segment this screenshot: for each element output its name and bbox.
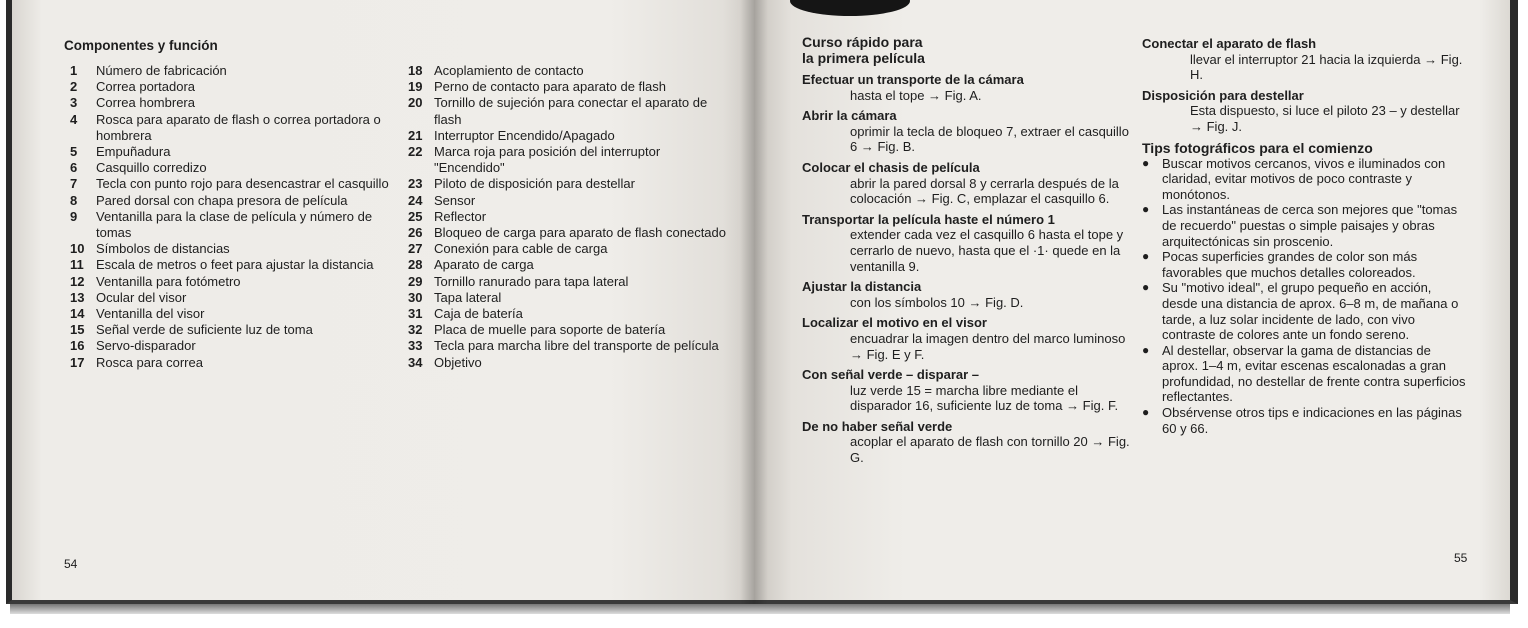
step-body: acoplar el aparato de flash con tornillo 20 → Fig. G.	[850, 434, 1130, 466]
list-item	[408, 193, 734, 209]
tip-text: Su "motivo ideal", el grupo pequeño en acción, desde una distancia de aprox. 6–8 m, de mañana o tarde, a luz solar incidente de lado, con vivo contraste de colores ante un fondo sereno.	[1162, 280, 1459, 343]
bullet-icon: ●	[1142, 155, 1150, 170]
list-item	[408, 306, 734, 322]
book-spine	[740, 0, 768, 604]
item-number: 9	[70, 208, 78, 224]
item-text: Tecla para marcha libre del transporte de película	[434, 338, 719, 354]
item-number: 21	[408, 127, 423, 143]
item-text: Ventanilla para fotómetro	[96, 273, 241, 289]
bullet-icon: ●	[1142, 405, 1150, 420]
list-item	[64, 290, 394, 306]
item-number: 2	[70, 79, 78, 95]
step-heading: Efectuar un transporte de la cámara	[802, 72, 1024, 87]
tip-text: Al destellar, observar la gama de distancias de aprox. 1–4 m, evitar escenas escalonadas a gran profundidad, no destellar de frente contra superficios reflectantes.	[1162, 342, 1466, 405]
page-number-right: 55	[1454, 551, 1468, 565]
page-number-left: 54	[64, 557, 78, 571]
tip-text: Buscar motivos cercanos, vivos e iluminados con claridad, evitar motivos de poco contraste y monótonos.	[1162, 155, 1446, 202]
step-heading: Abrir la cámara	[802, 108, 897, 124]
item-number: 15	[70, 322, 85, 338]
tip-text: Pocas superficies grandes de color son más favorables que muchos detalles coloreados.	[1162, 249, 1418, 280]
item-number: 33	[408, 338, 423, 354]
tip-item	[1142, 280, 1470, 342]
item-text: Ocular del visor	[96, 289, 187, 305]
steps-list	[802, 72, 1132, 466]
item-text: Bloqueo de carga para aparato de flash conectado	[434, 225, 726, 241]
item-number: 17	[70, 354, 85, 370]
list-item	[408, 79, 734, 95]
list-item	[64, 241, 394, 257]
item-number: 12	[70, 273, 85, 289]
item-number: 14	[70, 306, 85, 322]
item-text: Marca roja para posición del interruptor "Encendido"	[434, 144, 661, 176]
tip-item	[1142, 156, 1470, 203]
list-item	[408, 338, 734, 354]
list-item	[64, 338, 394, 354]
item-text: Placa de muelle para soporte de batería	[434, 322, 666, 338]
step-body: oprimir la tecla de bloqueo 7, extraer el casquillo 6 → Fig. B.	[850, 123, 1129, 155]
item-number: 20	[408, 95, 423, 111]
item-number: 5	[70, 144, 78, 160]
step-body: luz verde 15 = marcha libre mediante el disparador 16, suficiente luz de toma → Fig. F.	[850, 382, 1119, 414]
item-text: Objetivo	[434, 354, 482, 370]
item-number: 6	[70, 160, 78, 176]
components-list-1	[64, 63, 394, 371]
item-text: Aparato de carga	[434, 257, 534, 273]
step-body: llevar el interruptor 21 hacia la izquierda → Fig. H.	[1190, 51, 1463, 83]
item-number: 8	[70, 192, 78, 208]
flash-steps-list	[1142, 36, 1470, 135]
list-item	[64, 95, 394, 111]
list-item	[64, 193, 394, 209]
item-text: Ventanilla para la clase de película y número de tomas	[96, 208, 373, 241]
item-text: Tapa lateral	[434, 289, 502, 305]
item-number: 22	[408, 144, 423, 160]
tips-list	[1142, 156, 1470, 437]
item-text: Símbolos de distancias	[96, 241, 230, 257]
components-title: Componentes y función	[64, 38, 218, 53]
bullet-icon: ●	[1142, 280, 1150, 295]
step-heading: Localizar el motivo en el visor	[802, 315, 987, 331]
list-item	[408, 128, 734, 144]
item-text: Pared dorsal con chapa presora de película	[96, 192, 348, 208]
instruction-step	[1142, 36, 1470, 83]
list-item	[408, 225, 734, 241]
tip-text: Las instantáneas de cerca son mejores que "tomas de recuerdo" puestas o simple paisajes y obras arquitectónicas sin proscenio.	[1162, 202, 1458, 249]
item-number: 4	[70, 111, 78, 127]
item-number: 25	[408, 208, 423, 224]
item-number: 18	[408, 63, 423, 78]
instruction-step	[802, 419, 1132, 466]
step-heading: Colocar el chasis de película	[802, 159, 980, 175]
instruction-step	[802, 160, 1132, 207]
list-item	[64, 355, 394, 371]
instruction-step	[802, 212, 1132, 274]
list-item	[64, 144, 394, 160]
bullet-icon: ●	[1142, 342, 1150, 357]
item-number: 7	[70, 176, 78, 192]
item-number: 24	[408, 192, 423, 208]
item-text: Casquillo corredizo	[96, 160, 207, 176]
list-item	[64, 209, 394, 241]
instruction-step	[802, 367, 1132, 414]
item-number: 13	[70, 289, 85, 305]
item-number: 11	[70, 257, 84, 273]
item-number: 16	[70, 338, 85, 354]
list-item	[408, 144, 734, 176]
item-number: 1	[70, 63, 78, 78]
list-item	[64, 160, 394, 176]
list-item	[64, 274, 394, 290]
item-number: 19	[408, 79, 423, 95]
instruction-step	[1142, 88, 1470, 135]
item-text: Reflector	[434, 208, 487, 224]
item-number: 26	[408, 225, 423, 241]
step-body: hasta el tope → Fig. A.	[850, 87, 982, 103]
item-text: Interruptor Encendido/Apagado	[434, 127, 615, 143]
tip-item	[1142, 249, 1470, 280]
item-text: Correa portadora	[96, 79, 195, 95]
instruction-step	[802, 279, 1132, 310]
item-text: Conexión para cable de carga	[434, 241, 608, 257]
item-text: Piloto de disposición para destellar	[434, 176, 635, 192]
item-number: 3	[70, 95, 78, 111]
tip-item	[1142, 343, 1470, 405]
step-body: con los símbolos 10 → Fig. D.	[850, 294, 1024, 310]
step-heading: Ajustar la distancia	[802, 279, 922, 295]
item-text: Correa hombrera	[96, 95, 195, 111]
item-text: Rosca para correa	[96, 354, 203, 370]
list-item	[408, 322, 734, 338]
right-page	[754, 0, 1518, 604]
step-heading: Disposición para destellar	[1142, 87, 1304, 103]
list-item	[64, 306, 394, 322]
item-text: Servo-disparador	[96, 338, 196, 354]
step-body: abrir la pared dorsal 8 y cerrarla después de la colocación → Fig. C, emplazar el casquillo 6.	[850, 175, 1119, 207]
list-item	[64, 79, 394, 95]
components-list-2	[408, 63, 734, 371]
step-heading: De no haber señal verde	[802, 418, 953, 434]
list-item	[408, 95, 734, 127]
quick-course-column	[802, 34, 1132, 471]
instruction-step	[802, 108, 1132, 155]
tip-item	[1142, 202, 1470, 249]
step-body: extender cada vez el casquillo 6 hasta el tope y cerrarlo de nuevo, hasta que el ·1· quede en la ventanilla 9.	[850, 227, 1124, 274]
item-number: 10	[70, 241, 85, 257]
book-edge-shadow	[10, 604, 1510, 614]
item-text: Tecla con punto rojo para desencastrar el casquillo	[96, 176, 389, 192]
item-text: Empuñadura	[96, 144, 171, 160]
item-number: 32	[408, 322, 423, 338]
step-body: encuadrar la imagen dentro del marco luminoso → Fig. E y F.	[850, 330, 1126, 362]
item-number: 28	[408, 257, 423, 273]
step-heading: Conectar el aparato de flash	[1142, 36, 1317, 51]
item-number: 29	[408, 273, 423, 289]
instruction-step	[802, 72, 1132, 103]
list-item	[408, 290, 734, 306]
list-item	[64, 112, 394, 144]
list-item	[408, 176, 734, 192]
list-item	[408, 241, 734, 257]
list-item	[64, 322, 394, 338]
item-text: Escala de metros o feet para ajustar la distancia	[96, 257, 374, 273]
list-item	[408, 274, 734, 290]
item-text: Acoplamiento de contacto	[434, 63, 584, 78]
item-number: 23	[408, 176, 423, 192]
item-text: Tornillo de sujeción para conectar el aparato de flash	[434, 95, 708, 127]
item-number: 27	[408, 241, 423, 257]
list-item	[64, 63, 394, 79]
item-number: 31	[408, 306, 423, 322]
step-body: Esta dispuesto, si luce el piloto 23 – y destellar → Fig. J.	[1190, 103, 1460, 134]
item-text: Señal verde de suficiente luz de toma	[96, 322, 313, 338]
tip-item	[1142, 405, 1470, 436]
flash-tips-column	[1142, 36, 1470, 436]
list-item	[64, 257, 394, 273]
item-text: Sensor	[434, 192, 476, 208]
step-heading: Con señal verde – disparar –	[802, 367, 980, 383]
list-item	[64, 176, 394, 192]
item-text: Perno de contacto para aparato de flash	[434, 79, 666, 95]
bullet-icon: ●	[1142, 249, 1150, 264]
item-text: Rosca para aparato de flash o correa portadora o hombrera	[96, 111, 381, 143]
bullet-icon: ●	[1142, 202, 1150, 217]
list-item	[408, 355, 734, 371]
quick-course-title: Curso rápido para la primera película	[802, 34, 925, 66]
list-item	[408, 63, 734, 79]
item-text: Ventanilla del visor	[96, 306, 205, 322]
item-number: 30	[408, 289, 423, 305]
list-item	[408, 257, 734, 273]
list-item	[408, 209, 734, 225]
item-text: Caja de batería	[434, 306, 523, 322]
item-text: Número de fabricación	[96, 63, 227, 78]
item-text: Tornillo ranurado para tapa lateral	[434, 273, 629, 289]
step-heading: Transportar la película haste el número 1	[802, 211, 1055, 227]
tips-title: Tips fotográficos para el comienzo	[1142, 139, 1373, 156]
instruction-step	[802, 315, 1132, 362]
left-page	[6, 0, 760, 604]
item-number: 34	[408, 354, 423, 370]
tip-text: Obsérvense otros tips e indicaciones en las páginas 60 y 66.	[1162, 405, 1462, 436]
